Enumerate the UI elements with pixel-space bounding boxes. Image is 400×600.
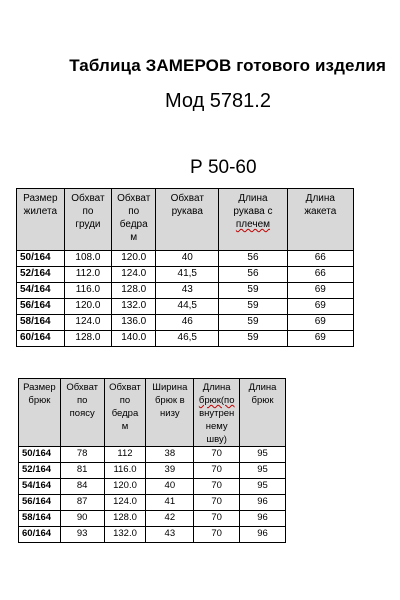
table-row: [17, 283, 354, 299]
size-cell: 56/164: [19, 495, 61, 511]
size-cell: 58/164: [19, 511, 61, 527]
size-cell: 50/164: [19, 447, 61, 463]
table-cell: 81: [60, 463, 104, 479]
header-hem-width: Ширина брюк в низу: [146, 379, 194, 447]
table-cell: 42: [146, 511, 194, 527]
header-hips: Обхват по бедра м: [104, 379, 146, 447]
size-cell: 58/164: [17, 315, 65, 331]
table-cell: 43: [156, 283, 219, 299]
header-jacket-length: Длина жакета: [287, 189, 353, 251]
size-cell: 60/164: [19, 527, 61, 543]
size-cell: 50/164: [17, 251, 65, 267]
table-row: [19, 511, 286, 527]
table-cell: 69: [287, 315, 353, 331]
table-cell: 132.0: [112, 299, 156, 315]
table-cell: 108.0: [64, 251, 112, 267]
header-trousers-length: Длина брюк: [240, 379, 286, 447]
table-cell: 84: [60, 479, 104, 495]
size-range: Р 50-60: [190, 157, 257, 178]
table-cell: 93: [60, 527, 104, 543]
table-cell: 44,5: [156, 299, 219, 315]
table-cell: 46,5: [156, 331, 219, 347]
table-row: [17, 331, 354, 347]
model-number: Мод 5781.2: [165, 90, 271, 112]
size-cell: 52/164: [19, 463, 61, 479]
table-cell: 124.0: [112, 267, 156, 283]
table-cell: 96: [240, 527, 286, 543]
table-cell: 70: [194, 495, 240, 511]
table-cell: 87: [60, 495, 104, 511]
table-cell: 59: [219, 299, 287, 315]
size-cell: 60/164: [17, 331, 65, 347]
header-size: Размер брюк: [19, 379, 61, 447]
size-cell: 54/164: [17, 283, 65, 299]
table-row: [17, 267, 354, 283]
table-cell: 46: [156, 315, 219, 331]
table-row: [17, 251, 354, 267]
table-cell: 140.0: [112, 331, 156, 347]
table-cell: 43: [146, 527, 194, 543]
header-waist: Обхват по поясу: [60, 379, 104, 447]
table-cell: 96: [240, 511, 286, 527]
table-row: [19, 495, 286, 511]
table-cell: 136.0: [112, 315, 156, 331]
table-cell: 128.0: [104, 511, 146, 527]
size-cell: 54/164: [19, 479, 61, 495]
table-cell: 59: [219, 283, 287, 299]
table-row: [17, 299, 354, 315]
table-cell: 70: [194, 447, 240, 463]
table-cell: 66: [287, 267, 353, 283]
table-cell: 132.0: [104, 527, 146, 543]
table-header-row: [17, 189, 354, 251]
table-cell: 78: [60, 447, 104, 463]
trousers-measurements-table: [18, 378, 286, 543]
table-cell: 69: [287, 331, 353, 347]
table-cell: 116.0: [64, 283, 112, 299]
table-cell: 56: [219, 251, 287, 267]
table-cell: 59: [219, 315, 287, 331]
table-cell: 124.0: [104, 495, 146, 511]
jacket-measurements-table: [16, 188, 354, 347]
table-cell: 116.0: [104, 463, 146, 479]
size-cell: 52/164: [17, 267, 65, 283]
table-header-row: [19, 379, 286, 447]
table-cell: 95: [240, 447, 286, 463]
table-cell: 70: [194, 527, 240, 543]
table-cell: 59: [219, 331, 287, 347]
table-cell: 41,5: [156, 267, 219, 283]
table-cell: 112.0: [64, 267, 112, 283]
header-chest: Обхват по груди: [64, 189, 112, 251]
table-row: [19, 463, 286, 479]
document-title: Таблица ЗАМЕРОВ готового изделия: [69, 56, 386, 75]
table-cell: 41: [146, 495, 194, 511]
header-sleeve-girth: Обхват рукава: [156, 189, 219, 251]
table-cell: 70: [194, 511, 240, 527]
table-cell: 40: [146, 479, 194, 495]
header-size: Размер жилета: [17, 189, 65, 251]
table-cell: 128.0: [64, 331, 112, 347]
table-cell: 120.0: [112, 251, 156, 267]
table-cell: 90: [60, 511, 104, 527]
table-cell: 128.0: [112, 283, 156, 299]
table-cell: 69: [287, 283, 353, 299]
table-cell: 39: [146, 463, 194, 479]
table-cell: 120.0: [64, 299, 112, 315]
table-cell: 69: [287, 299, 353, 315]
table-cell: 96: [240, 495, 286, 511]
table-cell: 70: [194, 463, 240, 479]
table-cell: 40: [156, 251, 219, 267]
table-row: [17, 315, 354, 331]
table-cell: 124.0: [64, 315, 112, 331]
table-cell: 70: [194, 479, 240, 495]
table-cell: 56: [219, 267, 287, 283]
table-cell: 38: [146, 447, 194, 463]
table-row: [19, 447, 286, 463]
table-row: [19, 479, 286, 495]
header-inseam-length: Длина брюк(по внутрен нему шву): [194, 379, 240, 447]
header-hips: Обхват по бедра м: [112, 189, 156, 251]
table-cell: 66: [287, 251, 353, 267]
table-row: [19, 527, 286, 543]
size-cell: 56/164: [17, 299, 65, 315]
header-sleeve-length: Длина рукава с плечем: [219, 189, 287, 251]
table-cell: 120.0: [104, 479, 146, 495]
table-cell: 112: [104, 447, 146, 463]
table-cell: 95: [240, 479, 286, 495]
table-cell: 95: [240, 463, 286, 479]
